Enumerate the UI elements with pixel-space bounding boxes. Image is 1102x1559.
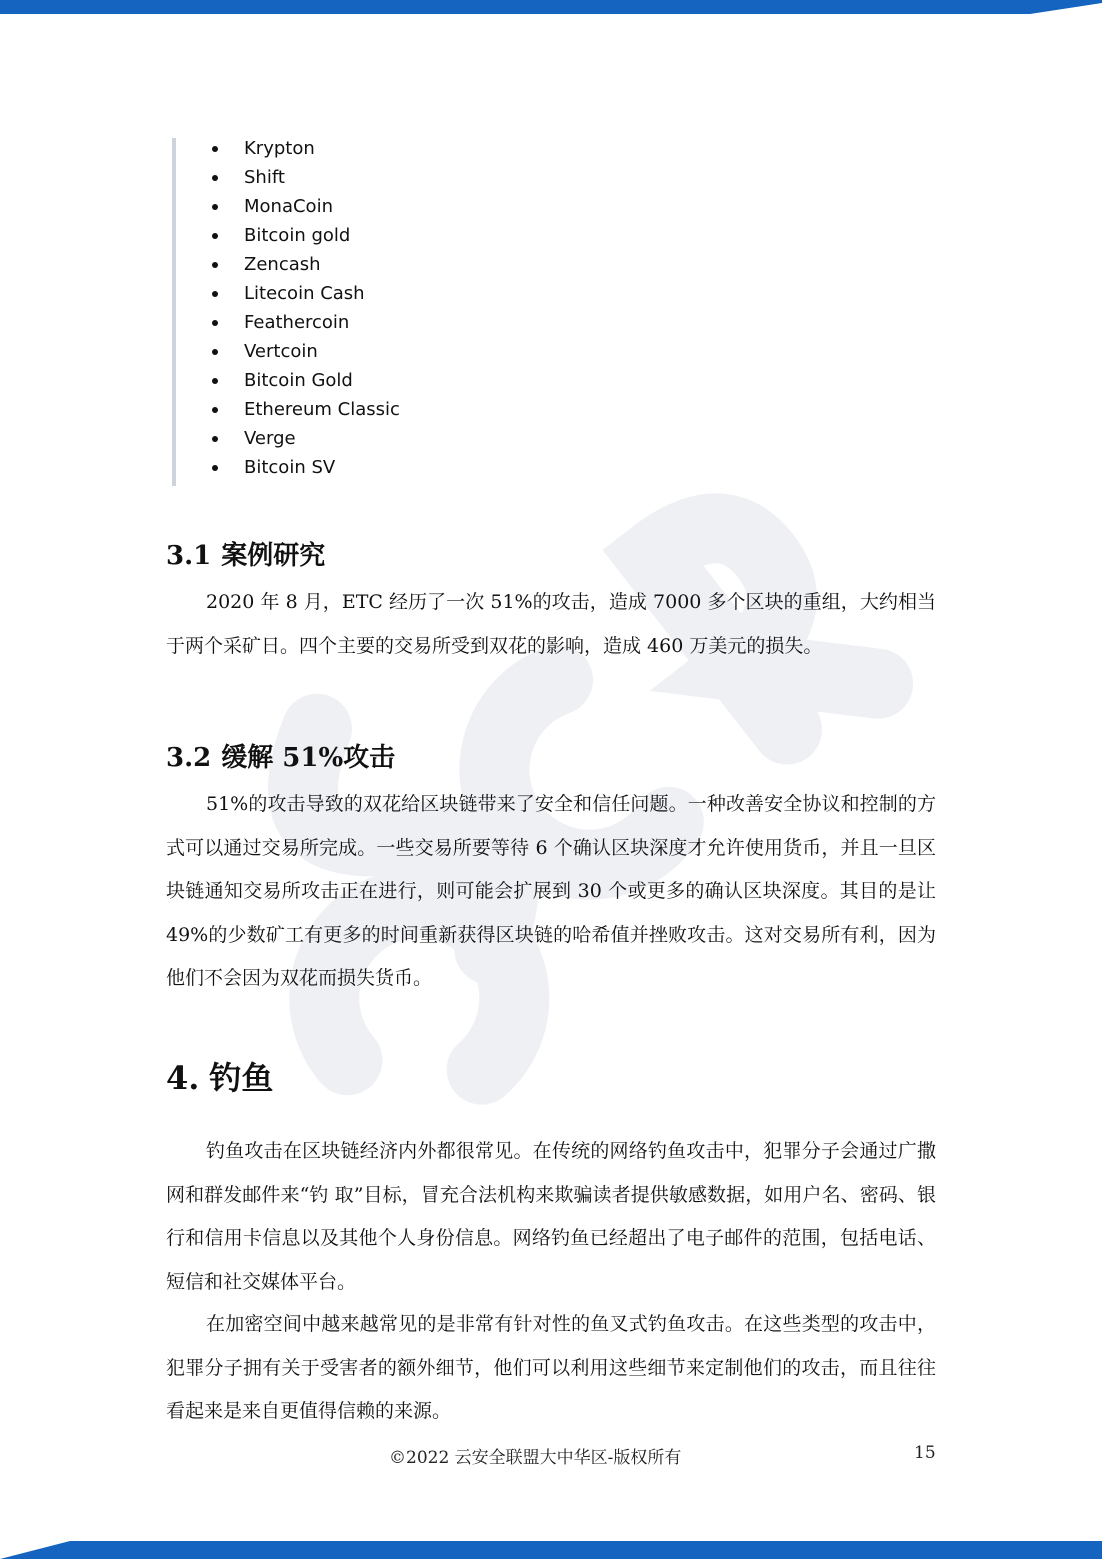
header-decoration-bar <box>0 0 1102 18</box>
coin-list-block <box>172 138 576 486</box>
list-item-text: Verge <box>244 428 296 449</box>
list-item <box>176 254 576 283</box>
list-item <box>176 457 576 486</box>
bullet-icon <box>212 407 218 413</box>
list-item <box>176 312 576 341</box>
bullet-icon <box>212 320 218 326</box>
list-item-text: Feathercoin <box>244 312 350 333</box>
list-item <box>176 428 576 457</box>
list-item-text: Vertcoin <box>244 341 318 362</box>
bullet-icon <box>212 262 218 268</box>
footer-decoration-bar <box>0 1537 1102 1559</box>
list-item-text: Shift <box>244 167 285 188</box>
list-item <box>176 138 576 167</box>
watermark-logo <box>150 400 970 1160</box>
section-4-heading <box>166 1053 273 1099</box>
section-number: 4. <box>166 1059 200 1097</box>
bullet-icon <box>212 233 218 239</box>
list-item <box>176 167 576 196</box>
section-4-paragraph-2: 在加密空间中越来越常见的是非常有针对性的鱼叉式钓鱼攻击。在这些类型的攻击中，犯罪分子拥有关于受害者的额外细节，他们可以利用这些细节来定制他们的攻击，而且往往看起来是来自更值得信赖的来源。 <box>166 1313 936 1422</box>
bullet-icon <box>212 436 218 442</box>
list-item <box>176 399 576 428</box>
section-3-1-paragraph: 2020 年 8 月，ETC 经历了一次 51%的攻击，造成 7000 多个区块的重组，大约相当于两个采矿日。四个主要的交易所受到双花的影响，造成 460 万美元的损失。 <box>166 591 936 657</box>
bullet-icon <box>212 291 218 297</box>
bullet-icon <box>212 349 218 355</box>
list-item-text: Bitcoin SV <box>244 457 336 478</box>
page-number: 15 <box>914 1443 936 1463</box>
list-item <box>176 370 576 399</box>
list-item <box>176 225 576 254</box>
section-3-2-paragraph: 51%的攻击导致的双花给区块链带来了安全和信任问题。一种改善安全协议和控制的方式可以通过交易所完成。一些交易所要等待 6 个确认区块深度才允许使用货币，并且一旦区块链通知交易所攻击正在进行，则可能会扩展到 30 个或更多的确认区块深度。其目的是让 49%的少数矿工有更多的时间重新获得区块链的哈希值并挫败攻击。这对交易所有利，因为他们不会因为双花而损失货币。 <box>166 793 936 989</box>
section-title: 缓解 51%攻击 <box>221 743 396 773</box>
list-item <box>176 283 576 312</box>
list-item-text: Bitcoin Gold <box>244 370 353 391</box>
footer-copyright: ©2022 云安全联盟大中华区-版权所有 <box>389 1448 682 1468</box>
list-item <box>176 196 576 225</box>
bullet-icon <box>212 204 218 210</box>
section-3-2-heading <box>166 737 395 774</box>
list-item-text: MonaCoin <box>244 196 333 217</box>
list-item-text: Bitcoin gold <box>244 225 351 246</box>
list-item-text: Krypton <box>244 138 315 159</box>
section-number: 3.2 <box>166 743 212 773</box>
section-title: 案例研究 <box>221 541 326 571</box>
section-3-1-heading <box>166 535 325 572</box>
section-4-paragraph-1: 钓鱼攻击在区块链经济内外都很常见。在传统的网络钓鱼攻击中，犯罪分子会通过广撒网和群发邮件来“钓 取”目标，冒充合法机构来欺骗读者提供敏感数据，如用户名、密码、银行和信用卡信息以及其他个人身份信息。网络钓鱼已经超出了电子邮件的范围，包括电话、短信和社交媒体平台。 <box>166 1140 936 1293</box>
section-number: 3.1 <box>166 541 212 571</box>
list-item-text: Litecoin Cash <box>244 283 365 304</box>
coin-list <box>176 138 576 486</box>
bullet-icon <box>212 146 218 152</box>
list-item <box>176 341 576 370</box>
section-title: 钓鱼 <box>209 1059 274 1097</box>
bullet-icon <box>212 465 218 471</box>
bullet-icon <box>212 378 218 384</box>
list-item-text: Zencash <box>244 254 321 275</box>
list-item-text: Ethereum Classic <box>244 399 400 420</box>
bullet-icon <box>212 175 218 181</box>
